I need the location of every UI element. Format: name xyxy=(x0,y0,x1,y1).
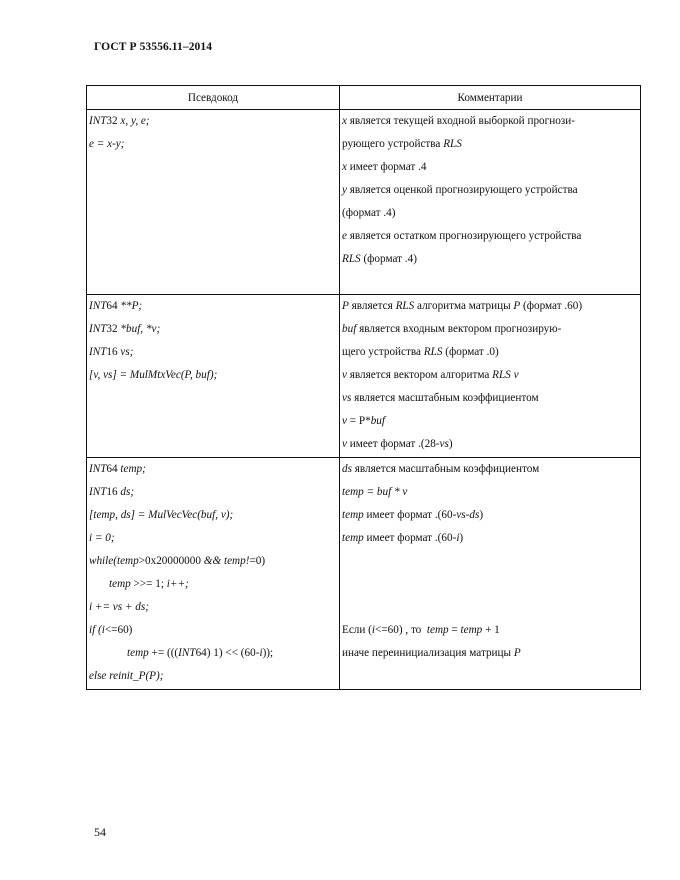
comment-line: рующего устройства RLS xyxy=(342,138,462,150)
comment-cell xyxy=(340,458,641,690)
comment-line: v имеет формат .(28-vs) xyxy=(342,438,453,450)
comment-line: y является оценкой прогнозирующего устройства xyxy=(342,184,578,196)
table-row xyxy=(87,295,641,458)
comment-line: P является RLS алгоритма матрицы P (формат .60) xyxy=(342,300,583,312)
comment-line: x является текущей входной выборкой прогнози- xyxy=(342,115,575,127)
table-row xyxy=(87,458,641,690)
code-line: temp >>= 1; i++; xyxy=(109,578,189,590)
code-line: while(temp>0x20000000 && temp!=0) xyxy=(89,555,266,567)
column-header-comments: Комментарии xyxy=(340,86,641,110)
code-line: INT32 x, y, e; xyxy=(89,115,150,127)
code-line: else reinit_P(P); xyxy=(89,670,164,682)
pseudocode-table xyxy=(86,85,641,690)
code-line: i += vs + ds; xyxy=(89,601,149,613)
code-line: INT16 ds; xyxy=(89,486,135,498)
comment-line xyxy=(342,550,640,573)
code-line: INT32 *buf, *v; xyxy=(89,323,161,335)
code-line: if (i<=60) xyxy=(89,624,133,636)
code-cell xyxy=(87,458,340,690)
code-line: temp += (((INT64) 1) << (60-i)); xyxy=(127,647,274,659)
code-line: INT64 temp; xyxy=(89,463,146,475)
page-number: 54 xyxy=(94,825,106,839)
code-line: INT16 vs; xyxy=(89,346,134,358)
comment-cell xyxy=(340,110,641,295)
comment-line: (формат .4) xyxy=(342,207,396,219)
comment-line: vs является масштабным коэффициентом xyxy=(342,392,539,404)
comment-line: temp имеет формат .(60-i) xyxy=(342,532,464,544)
code-cell xyxy=(87,110,340,295)
code-line: e = x-y; xyxy=(89,138,125,150)
table-row xyxy=(87,110,641,295)
comment-line: temp имеет формат .(60-vs-ds) xyxy=(342,509,484,521)
column-header-pseudocode: Псевдокод xyxy=(87,86,340,110)
comment-line: RLS (формат .4) xyxy=(342,253,417,265)
comment-line: иначе переинициализация матрицы P xyxy=(342,647,521,659)
document-header: ГОСТ Р 53556.11–2014 xyxy=(94,41,213,53)
comment-line: e является остатком прогнозирующего устройства xyxy=(342,230,582,242)
table-header-row xyxy=(87,86,641,110)
comment-cell xyxy=(340,295,641,458)
code-line: INT64 **P; xyxy=(89,300,143,312)
comment-line: buf является входным вектором прогнозирую- xyxy=(342,323,562,335)
code-line: i = 0; xyxy=(89,532,115,544)
comment-line xyxy=(342,596,640,619)
comment-line: v является вектором алгоритма RLS v xyxy=(342,369,519,381)
code-line: [v, vs] = MulMtxVec(P, buf); xyxy=(89,369,218,381)
comment-line xyxy=(342,573,640,596)
comment-line: Если (i<=60) , то temp = temp + 1 xyxy=(342,624,500,636)
comment-line: v = P*buf xyxy=(342,415,385,427)
comment-line: ds является масштабным коэффициентом xyxy=(342,463,540,475)
code-line: [temp, ds] = MulVecVec(buf, v); xyxy=(89,509,234,521)
comment-line: x имеет формат .4 xyxy=(342,161,427,173)
code-cell xyxy=(87,295,340,458)
comment-line: temp = buf * v xyxy=(342,486,408,498)
comment-line: щего устройства RLS (формат .0) xyxy=(342,346,499,358)
